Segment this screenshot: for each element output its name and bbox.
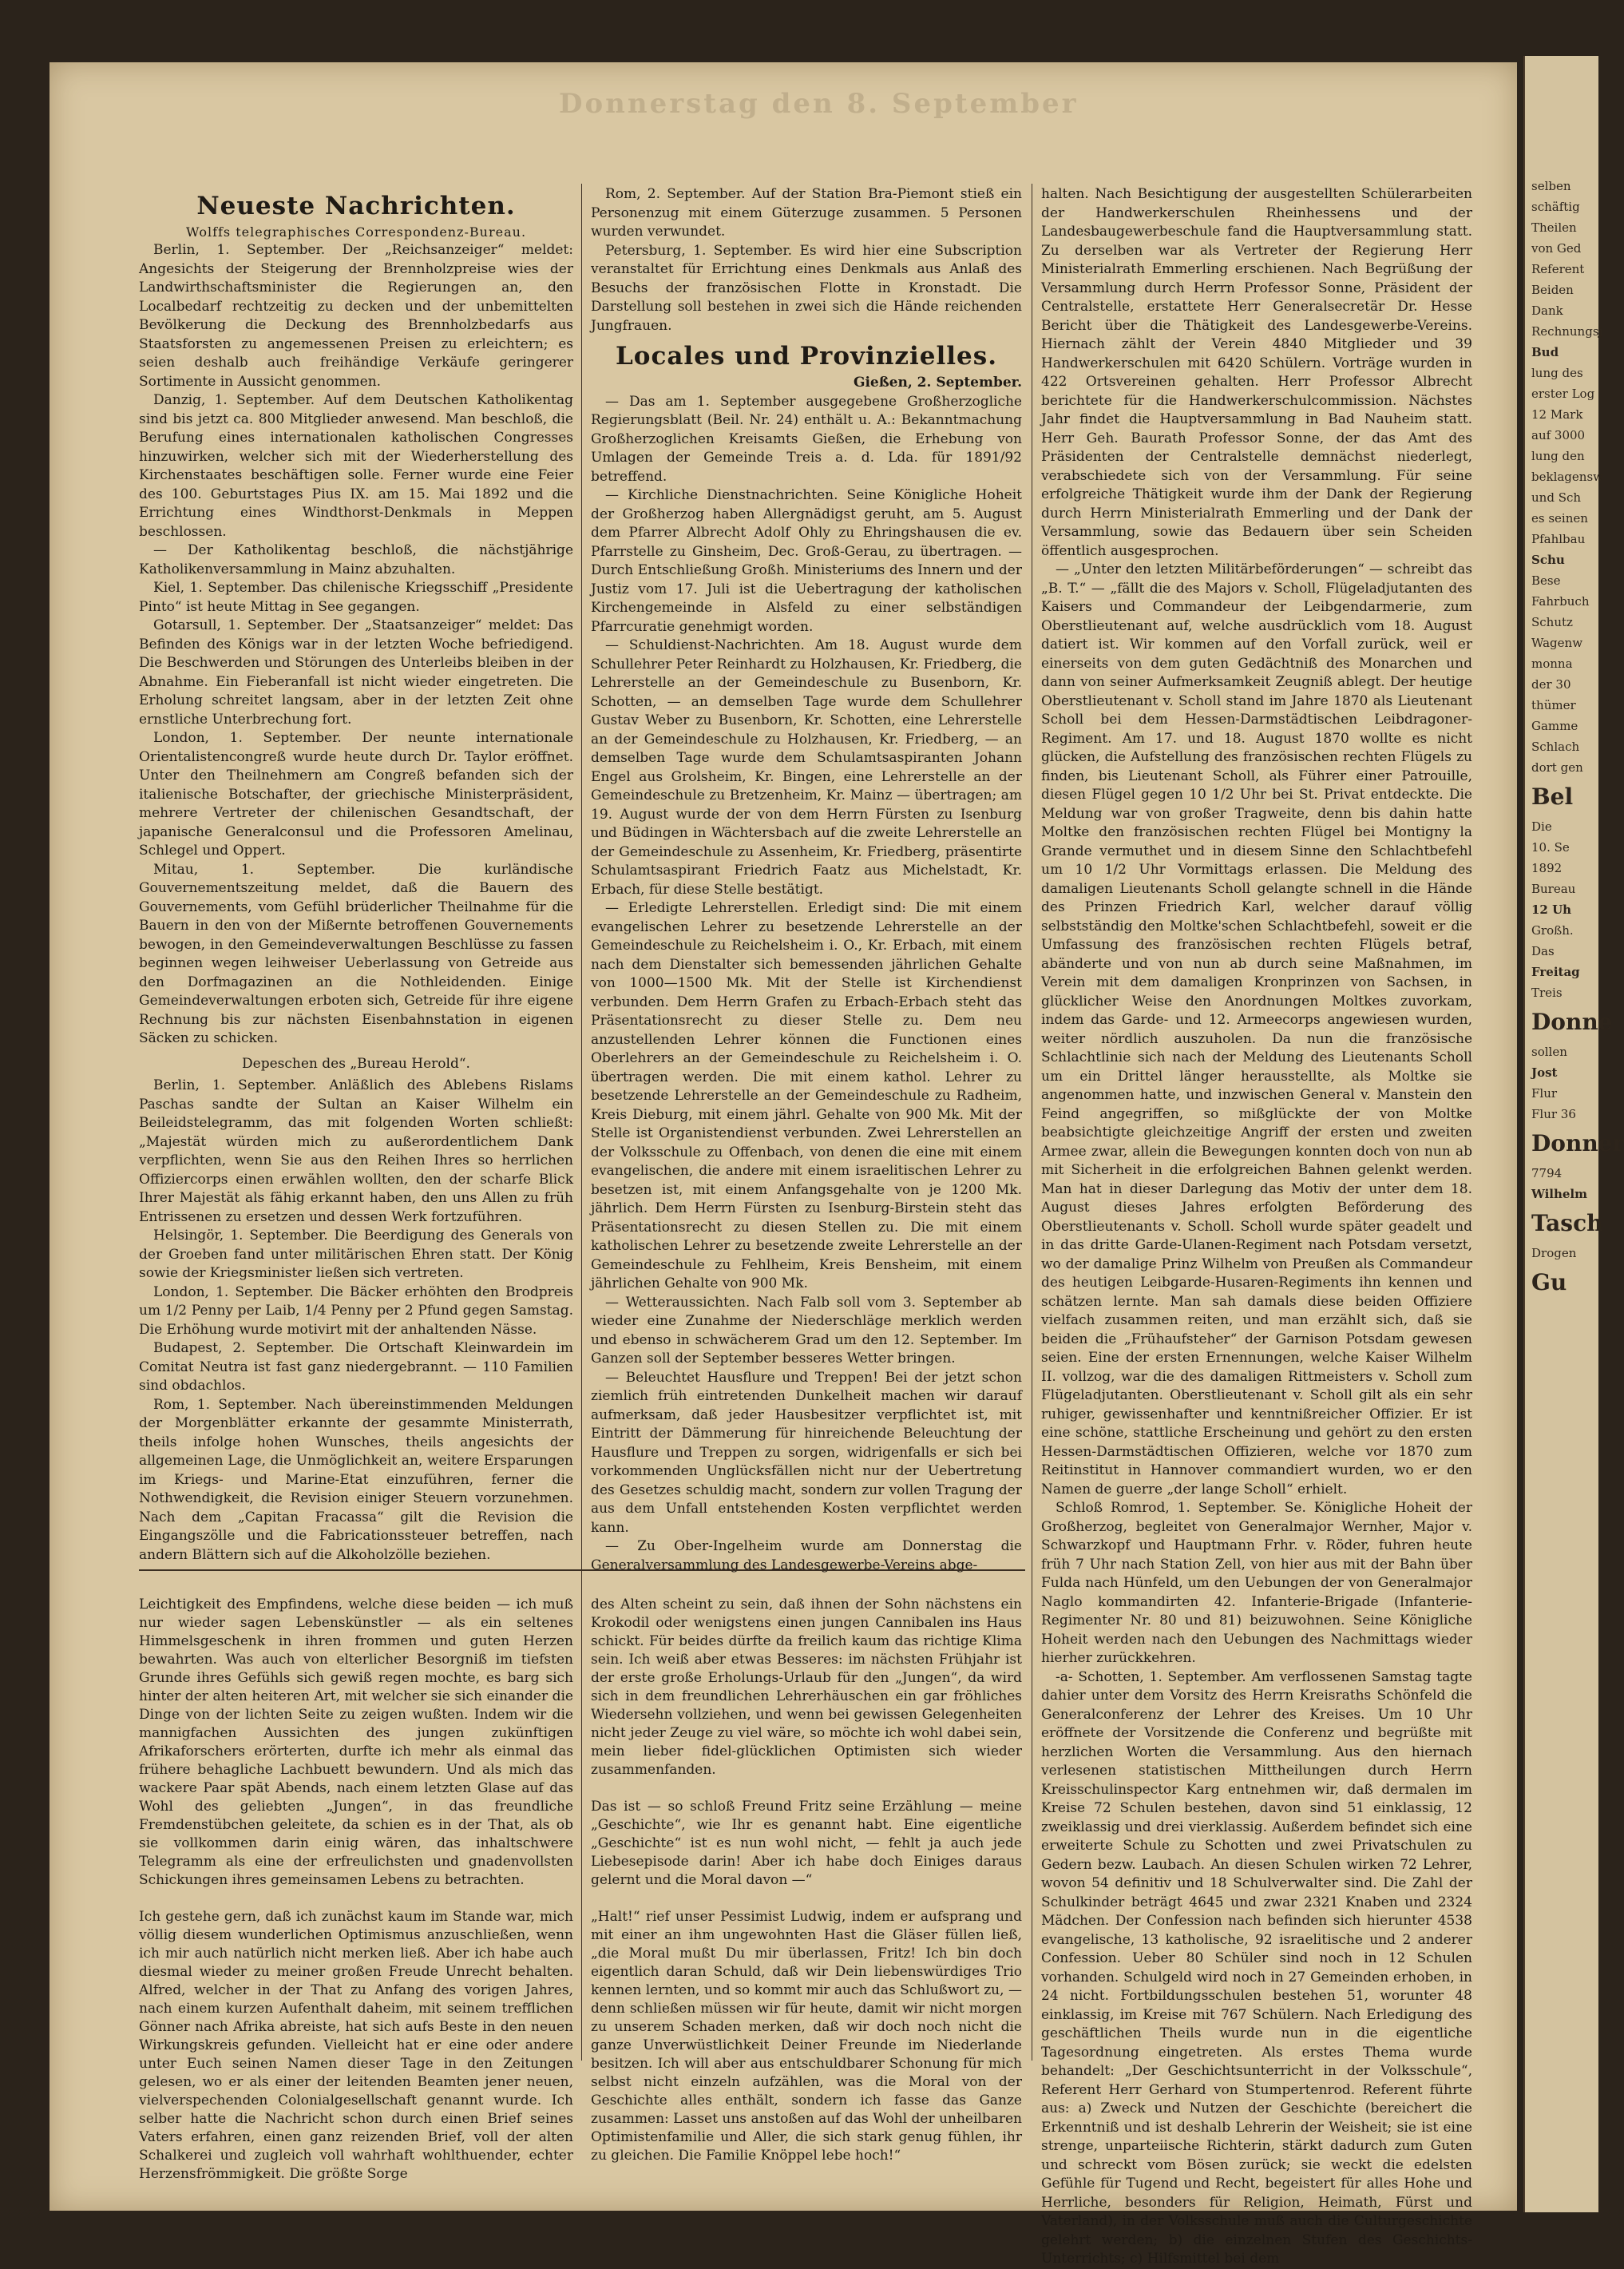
side-fragment: 12 Mark <box>1531 407 1583 422</box>
side-fragment: auf 3000 <box>1531 428 1586 442</box>
side-fragment: lung den <box>1531 449 1585 463</box>
feuilleton-text-2: des Alten scheint zu sein, daß ihnen der Sohn nächstens ein Krokodil oder wenigstens einen jungen Cannibalen ins Haus schickt. Für beides dürfte da freilich kaum das richtige Klima sein. Ich weiß aber etwas Besseres: im nächsten Frühjahr ist der erste große Erholungs-Urlaub für den „Jungen“, da wird sich in dem freundlichen Lehrerhäuschen ein gar fröhliches Wiedersehn vollziehen, und wenn bei gewissen Gelegenheiten nicht jeder Zeuge zu viel wäre, so möchte ich wohl dabei sein, mein lieber fidel-glücklichen Optimisten sich wieder zusammenfanden. Das ist — so schloß Freund Fritz seine Erzählung — meine „Geschichte“, wie Ihr es genannt habt. Eine eigentliche „Geschichte“ ist es nun wohl nicht, — fehlt ja auch jede Liebesepisode darin! Aber ich habe doch Einiges daraus gelernt und die Moral davon —“ „Halt!“ rief unser Pessimist Ludwig, indem er aufsprang und mit einer an ihm ungewohnten Hast die Gläser füllen ließ, „die Moral mußt Du mir überlassen, Fritz! Ich bin doch eigentlich daran Schuld, daß wir Dein liebenswürdiges Trio kennen lernten, und so kommt mir auch das Schlußwort zu, — denn schließen müssen wir für heute, damit wir nicht morgen zu unserem Schaden merken, daß wir doch noch nicht die ganze Unverwüstlichkeit Deiner Freunde im Niederlande besitzen. Ich will aber aus entschuldbarer Schonung für mich selbst nicht einzeln aufzählen, was die Moral von der Geschichte alles enthält, sondern ich fasse das Ganze zusammen: Lasset uns anstoßen auf das Wohl der unheilbaren Optimistenfamilie und Aller, die sich stark genug fühlen, ihr zu gleichen. Die Familie Knöppel lebe hoch!“ <box>591 1597 1022 2164</box>
side-fragment: Dank <box>1531 303 1563 318</box>
side-fragment: Bese <box>1531 573 1561 588</box>
side-fragment: Fahrbuch <box>1531 594 1590 609</box>
side-fragment: Bud <box>1531 345 1559 359</box>
side-fragment: Schutz <box>1531 615 1573 629</box>
news-budapest: Budapest, 2. September. Die Ortschaft Kleinwardein im Comitat Neutra ist fast ganz niedergebrannt. — 110 Familien sind obdachlos. <box>139 1340 573 1394</box>
local-beleuchtung: — Beleuchtet Hausflure und Treppen! Bei der jetzt schon ziemlich früh eintretenden Dunkelheit machen wir darauf aufmerksam, daß jeder Hausbesitzer verpflichtet ist, mit Eintritt der Dämmerung für hinreichende Beleuchtung der Hausflure und Treppen zu sorgen, widrigenfalls er sich bei vorkommenden Unglücksfällen nicht nur der Uebertretung des Gesetzes schuldig macht, sondern zur vollen Tragung der aus dem Unfall entstehenden Kosten verpflichtet werden kann. <box>591 1369 1022 1536</box>
side-fragment: Freitag <box>1531 965 1580 979</box>
side-fragment: Jost <box>1531 1065 1558 1080</box>
side-fragment: Donner <box>1531 1130 1624 1156</box>
local-wetter: — Wetteraussichten. Nach Falb soll vom 3. September ab wieder eine Zunahme der Niederschläge merklich werden und ebenso in schwächerem Grad um den 12. September. Im Ganzen soll der September besseres Wetter bringen. <box>591 1294 1022 1367</box>
side-fragment: dort gen <box>1531 760 1583 775</box>
side-fragment: der 30 <box>1531 677 1571 692</box>
column-1 <box>139 185 573 1563</box>
side-fragment: Die <box>1531 819 1552 834</box>
side-fragment: es seinen <box>1531 511 1588 526</box>
side-fragment: Gu <box>1531 1269 1567 1295</box>
side-fragment: Das <box>1531 944 1555 958</box>
news-berlin-2: Berlin, 1. September. Anläßlich des Ablebens Rislams Paschas sandte der Sultan an Kaiser Wilhelm ein Beileidstelegramm, das mit folgenden Worten schließt: „Majestät würden mich zu außerordentlichem Dank verpflichten, wenn Sie aus den Reihen Ihres so herrlichen Offiziercorps einen erwählen wollten, den der scharfe Blick Ihrer Majestät als fähig erkannt haben, den uns Allen zu früh Entrissenen zu ersetzen und dessen Werk fortzuführen. <box>139 1077 573 1225</box>
show-through-header: Donnerstag den 8. September <box>559 88 1079 120</box>
depeschen-heading: Depeschen des „Bureau Herold“. <box>242 1055 470 1072</box>
heading-locales: Locales und Provinzielles. <box>616 342 997 371</box>
side-fragment: 12 Uh <box>1531 902 1572 917</box>
news-katholikentag: — Der Katholikentag beschloß, die nächstjährige Katholikenversammlung in Mainz abzuhalten. <box>139 542 573 577</box>
news-petersburg: Petersburg, 1. September. Es wird hier eine Subscription veranstaltet für Errichtung eines Denkmals aus Anlaß des Besuchs der französischen Flotte in Kronstadt. Die Darstellung soll bestehen in zwei sich die Hände reichenden Jungfrauen. <box>591 242 1022 334</box>
local-ober-ingelheim: — Zu Ober-Ingelheim wurde am Donnerstag die Generalversammlung des Landesgewerbe-Vereins abge- <box>591 1538 1022 1573</box>
side-fragment: Wilhelm <box>1531 1187 1587 1201</box>
side-fragment: Gamme <box>1531 719 1578 733</box>
side-fragment: beklagensw <box>1531 470 1603 484</box>
news-stuttgart: Gotarsull, 1. September. Der „Staatsanzeiger“ meldet: Das Befinden des Königs war in der letzten Woche befriedigend. Die Beschwerden und Störungen des Unterleibs bleiben in der Abnahme. Ein Fieberanfall ist nicht wieder eingetreten. Die Erholung schreitet langsam, aber in der letzten Zeit ohne ernstliche Unterbrechung fort. <box>139 617 573 728</box>
side-fragment: Rechnungsj <box>1531 324 1603 339</box>
side-fragment: selben <box>1531 179 1571 193</box>
news-london: London, 1. September. Der neunte internationale Orientalistencongreß wurde heute durch Dr. Taylor eröffnet. Unter den Theilnehmern am Congreß befanden sich der italienische Botschafter, der griechische Ministerpräsident, mehrere Vertreter der chilenischen Gesandtschaft, der japanische Generalconsul und die Professoren Amelinau, Schlegel und Oppert. <box>139 730 573 859</box>
side-fragment: Donne <box>1531 1009 1613 1035</box>
feuilleton-separator <box>139 1569 1025 1571</box>
side-fragment: monna <box>1531 657 1573 671</box>
side-fragment: Großh. <box>1531 923 1574 938</box>
side-fragment: Schu <box>1531 553 1565 567</box>
side-fragment: Bureau <box>1531 882 1576 896</box>
local-kirchliche: — Kirchliche Dienstnachrichten. Seine Königliche Hoheit der Großherzog haben Allergnädigst geruht, am 5. August dem Pfarrer Albrecht Adolf Ohly zu Ehringshausen die ev. Pfarrstelle zu Ginsheim, Dec. Groß-Gerau, zu übertragen. — Durch Entschließung Großh. Ministeriums des Innern und der Justiz vom 17. Juli ist die Uebertragung der katholischen Kirchengemeinde in Alsfeld zu einer selbständigen Pfarrcuratie genehmigt worden. <box>591 487 1022 635</box>
local-lehrerstellen: — Erledigte Lehrerstellen. Erledigt sind: Die mit einem evangelischen Lehrer zu besetzende Lehrerstelle an der Gemeindeschule zu Reichelsheim i. O., Kr. Erbach, mit einem nach dem Dienstalter sich bemessenden jährlichen Gehalte von 1000—1500 Mk. Mit der Stelle ist Kirchendienst verbunden. Dem Herrn Grafen zu Erbach-Erbach steht das Präsentationsrecht zu dieser Stelle zu. Dem neu anzustellenden Lehrer können die Functionen eines Oberlehrers an der Gemeindeschule zu Reichelsheim i. O. übertragen werden. Die mit einem kathol. Lehrer zu besetzende Lehrerstelle an der Gemeindeschule zu Radheim, Kreis Dieburg, mit einem jährl. Gehalte von 900 Mk. Mit der Stelle ist Organistendienst verbunden. Zwei Lehrerstellen an der Volksschule zu Offenbach, von denen die eine mit einem evangelischen, die andere mit einem israelitischen Lehrer zu besetzen ist, mit einem Anfangsgehalte von je 1200 Mk. jährlich. Dem Herrn Fürsten zu Isenburg-Birstein steht das Präsentationsrecht zu diesen Stellen zu. Die mit einem katholischen Lehrer zu besetzende zweite Lehrerstelle an der Gemeindeschule zu Fehlheim, Kreis Bensheim, mit einem jährlichen Gehalte von 900 Mk. <box>591 900 1022 1291</box>
side-fragment: lung des <box>1531 366 1583 380</box>
side-fragment: Wagenw <box>1531 636 1583 650</box>
side-fragment: Treis <box>1531 986 1563 1000</box>
side-fragment: Drogen <box>1531 1246 1577 1260</box>
side-fragment: von Ged <box>1531 241 1582 256</box>
news-berlin: Berlin, 1. September. Der „Reichsanzeiger“ meldet: Angesichts der Steigerung der Brennholzpreise wies der Landwirthschaftsminister die Regierungen an, den Localbedarf rechtzeitig zu decken und der unbemittelten Bevölkerung die Deckung des Brennholzbedarfs aus Staatsforsten zu angemessenen Preisen zu erleichtern; es seien deshalb auch freihändige Verkäufe geringerer Sortimente in Aussicht genommen. <box>139 242 573 390</box>
side-fragment: schäftig <box>1531 200 1580 214</box>
side-fragment: Referent <box>1531 262 1585 276</box>
side-fragment: thümer <box>1531 698 1576 712</box>
side-fragment: Flur <box>1531 1086 1558 1101</box>
side-fragment: Bel <box>1531 783 1574 810</box>
news-danzig: Danzig, 1. September. Auf dem Deutschen Katholikentag sind bis jetzt ca. 800 Mitglieder anwesend. Man beschloß, die Berufung eines internationalen katholischen Congresses hinzuwirken, welcher sich mit der Wiederherstellung des Kirchenstaates beschäftigen solle. Ferner wurde eine Feier des 100. Geburtstages Pius IX. am 15. Mai 1892 und die Errichtung eines Windthorst-Denkmals in Meppen beschlossen. <box>139 392 573 540</box>
news-helsingoer: Helsingör, 1. September. Die Beerdigung des Generals von der Groeben fand unter militärischen Ehren statt. Der König sowie der Kriegsminister ließen sich vertreten. <box>139 1228 573 1281</box>
news-rom: Rom, 1. September. Nach übereinstimmenden Meldungen der Morgenblätter erkannte der gesammte Ministerrath, theils infolge hohen Wunsches, theils angesichts der allgemeinen Lage, die Unmöglichkeit an, weitere Ersparungen im Kriegs- und Marine-Etat einzuführen, ferner die Nothwendigkeit, die Revision einiger Steuern vorzunehmen. Nach dem „Capitan Fracassa“ gilt die Revision die Eingangszölle und die Fabricationssteuer betreffen, nach andern Blättern sich auf die Alkoholzölle beziehen. <box>139 1396 573 1563</box>
side-fragment: Flur 36 <box>1531 1107 1576 1121</box>
col3-militaer: — „Unter den letzten Militärbeförderungen“ — schreibt das „B. T.“ — „fällt die des Majors v. Scholl, Flügeladjutanten des Kaisers und Commandeur der Leibgendarmerie, zum Oberstlieutenant auf, welche ausdrücklich vom 18. August datiert ist. Wir kommen auf den Vorfall zurück, weil er einerseits von dem guten Gedächtniß des Monarchen und dann von seiner Aufmerksamkeit Zeugniß ablegt. Der heutige Oberstlieutenant v. Scholl stand im Jahre 1870 als Lieutenant Scholl bei dem Hessen-Darmstädtischen Leibdragoner-Regiment. Am 17. und 18. August 1870 wollte es nicht glücken, die Aufstellung des französischen rechten Flügels zu finden, bis Lieutenant Scholl, als Führer einer Patrouille, diesen Flügel gegen 10 1/2 Uhr bei St. Privat entdeckte. Die Meldung war von großer Tragweite, denn bis dahin hatte Moltke den französischen rechten Flügel bei Montigny la Grande vermuthet und in diesem Sinne den Schlachtbefehl um 10 1/2 Uhr Vormittags erlassen. Die Meldung des damaligen Lieutenants Scholl gelangte schnell in die Hände des Prinzen Friedrich Karl, welcher darauf völlig selbstständig den Moltke'schen Schlachtbefehl, soweit er die Umfassung des französischen rechten Flügels betraf, abänderte und von nun ab durch seine Maßnahmen, im Verein mit dem damaligen Kronprinzen von Sachsen, in glücklicher Weise den Anordnungen Moltkes zuvorkam, indem das Garde- und 12. Armeecorps angewiesen wurden, weiter nördlich auszuholen. Da nun die französische Schlachtlinie sich nach der Meldung des Lieutenants Scholl um ein Drittel länger herausstellte, als Moltke sie angenommen hatte, und inzwischen General v. Manstein den Feind angegriffen, so mißglückte der von Moltke beabsichtigte gleichzeitige Angriff der ersten und zweiten Armee zwar, allein die Bewegungen konnten doch von nun ab mit Sicherheit in die erfolgreichen Bahnen gelenkt werden. Man hat in dieser Darlegung das Motiv der unter dem 18. August dieses Jahres erfolgten Beförderung des Oberstlieutenants v. Scholl. Scholl wurde später geadelt und in das dritte Garde-Ulanen-Regiment nach Potsdam versetzt, wo der damalige Prinz Wilhelm von Preußen als Commandeur des heutigen Leibgarde-Husaren-Regiments ihn kennen und schätzen lernte. Man sah damals diese beiden Offiziere vielfach zusammen reiten, und man erzählt sich, daß sie beiden die „Frühaufsteher“ der Garnison Potsdam gewesen seien. Eine der ersten Ernennungen, welche Kaiser Wilhelm II. vollzog, war die des damaligen Rittmeisters v. Scholl zum Flügeladjutanten. Oberstlieutenant v. Scholl gilt als ein sehr ruhiger, gewissenhafter und kenntnißreicher Offizier. Er ist eine schöne, stattliche Erscheinung und gehört zu den ersten Hessen-Darmstädtischen Offizieren, welche vor 1870 zum Reitinstitut in Hannover commandiert wurden, wo er den Namen de guerre „der lange Scholl“ erhielt. <box>1041 561 1472 1497</box>
side-fragment: Pfahlbau <box>1531 532 1586 546</box>
feuilleton-text-1: Leichtigkeit des Empfindens, welche diese beiden — ich muß nur wieder sagen Lebenskünstler — als ein seltenes Himmelsgeschenk in ihren frommen und guten Herzen bewahrten. Was auch von elterlicher Besorgniß im tiefsten Grunde ihres Gefühls sich gewiß regen mochte, es barg sich hinter der alten heiteren Art, mit welcher sie sich einander die Dinge von der lichten Seite zu zeigen wußten. Indem wir die mannigfachen Aussichten des jungen zukünftigen Afrikaforschers erörterten, durfte ich mehr als einmal das frühere behagliche Lachbuett bewundern. Und als mich das wackere Paar spät Abends, nach einem letzten Glase auf das Wohl des geliebten „Jungen“, in das freundliche Fremdenstübchen geleitete, da schien es in der That, als ob sie vollkommen darin einig wären, das inhaltschwere Telegramm als eine der erfreulichsten und gnadenvollsten Schickungen ihres gemeinsamen Lebens zu betrachten. Ich gestehe gern, daß ich zunächst kaum im Stande war, mich völlig diesem wunderlichen Optimismus anzuschließen, wenn ich mir auch natürlich nicht merken ließ. Aber ich habe auch diesmal wieder zu meiner großen Freude Unrecht behalten. Alfred, welcher in der That zu Anfang des vorigen Jahres, nach einem kurzen Aufenthalt daheim, mit seinem trefflichen Gönner nach Afrika abreiste, hat sich aufs Beste in den neuen Wirkungskreis gefunden. Vielleicht hat er eine oder andere unter Euch seinen Namen dieser Tage in den Zeitungen gelesen, wo er als einer der leitenden Beamten jener neuen, vielverspechenden Colonialgesellschaft genannt wurde. Ich selber hatte die Nachricht schon durch einen Brief seines Vaters erfahren, einen ganz reizenden Brief, voll der alten Schalkerei und zugleich voll wahrhaft wohlthuender, echter Herzensfrömmigkeit. Die größte Sorge <box>139 1597 573 2182</box>
news-rom-2: Rom, 2. September. Auf der Station Bra-Piemont stieß ein Personenzug mit einem Güterzuge zusammen. 5 Personen wurden verwundet. <box>591 186 1022 240</box>
col3-schotten: -a- Schotten, 1. September. Am verflossenen Samstag tagte dahier unter dem Vorsitz des Herrn Kreisraths Schönfeld die Generalconferenz der Lehrer des Kreises. Um 10 Uhr eröffnete der Vorsitzende die Conferenz und begrüßte mit herzlichen Worten die Versammlung. Aus den hiernach verlesenen statistischen Mittheilungen durch Herrn Kreisschulinspector Karg entnehmen wir, daß dermalen im Kreise 72 Schulen bestehen, davon sind 51 einklassig, 12 zweiklassig und drei vierklassig. Außerdem befindet sich eine erweiterte Schule zu Schotten und zwei Privatschulen zu Gedern bezw. Laubach. An diesen Schulen wirken 72 Lehrer, wovon 54 definitiv und 18 Schulverwalter sind. Die Zahl der Schulkinder beträgt 4645 und zwar 2321 Knaben und 2324 Mädchen. Der Confession nach befinden sich hierunter 4538 evangelische, 13 katholische, 92 israelitische und 2 anderer Confession. Ueber 80 Schüler sind noch in 12 Schulen vorhanden. Schulgeld wird noch in 27 Gemeinden erhoben, in 24 nicht. Fortbildungsschulen bestehen 51, worunter 48 einklassig, im Kreise mit 767 Schülern. Nach Erledigung des geschäftlichen Theils wurde nun in die eigentliche Tagesordnung eingetreten. Als erstes Thema wurde behandelt: „Der Geschichtsunterricht in der Volksschule“, Referent Herr Gerhard von Stumpertenrod. Referent führte aus: a) Zweck und Nutzen der Geschichte (bereichert die Erkenntniß und ist deshalb Lehrerin der Weisheit; sie ist eine strenge, unparteiische Richterin, stärkt dadurch zum Guten und schreckt vom Bösen zurück; sie weckt die edelsten Gefühle für Tugend und Recht, begeistert für alles Hohe und Herrliche, besonders für Religion, Heimath, Fürst und Vaterland), in der Volksschule muß auch die Culturgeschichte gelehrt werden; b) die einzelnen Stufen des Geschichts-Unterrichts; c) Hilfsmittel bei dem <box>1041 1668 1472 2267</box>
dateline-giessen: Gießen, 2. September. <box>853 375 1022 391</box>
side-fragment: 1892 <box>1531 861 1563 875</box>
side-fragment: sollen <box>1531 1045 1567 1059</box>
local-regierungsblatt: — Das am 1. September ausgegebene Großherzogliche Regierungsblatt (Beil. Nr. 24) enthält u. A.: Bekanntmachung Großherzoglichen Kreisamts Gießen, die Erhebung von Umlagen der Gemeinde Treis a. d. Lda. für 1891/92 betreffend. <box>591 393 1022 485</box>
col3-landesgewerbe: halten. Nach Besichtigung der ausgestellten Schülerarbeiten der Handwerkerschulen Rheinhessens und der Landesbaugewerbeschule fand die Hauptversammlung statt. Zu derselben war als Vertreter der Regierung Herr Ministerialrath Emmerling erschienen. Nach Begrüßung der Versammlung durch Herrn Professor Sonne, Präsident der Centralstelle, erstattete Herr Generalsecretär Dr. Hesse Bericht über die Thätigkeit des Landesgewerbe-Vereins. Hiernach zählt der Verein 4840 Mitglieder und 39 Handwerkerschulen mit 6420 Schülern. Vorträge wurden in 422 Ortsvereinen gehalten. Herr Professor Albrecht berichtete für die Handwerkerschulcommission. Nächstes Jahr findet die Hauptversammlung in Bad Nauheim statt. Herr Geh. Baurath Professor Sonne, der das Amt des Präsidenten der Centralstelle demnächst niederlegt, verabschiedete sich von der Versammlung. Für seine erfolgreiche Thätigkeit wurde ihm der Dank der Regierung durch Herrn Ministerialrath Emmerling und der Dank der Versammlung, sowie das Bedauern über sein Scheiden öffentlich ausgesprochen. <box>1041 186 1472 559</box>
column-2 <box>591 185 1022 1573</box>
side-fragment: 10. Se <box>1531 840 1570 855</box>
adjacent-page-strip <box>1523 56 1624 2212</box>
news-kiel: Kiel, 1. September. Das chilenische Kriegsschiff „Presidente Pinto“ ist heute Mittag in See gegangen. <box>139 580 573 615</box>
feuilleton-column-2 <box>591 1577 1022 2164</box>
column-rule-1 <box>581 184 582 2061</box>
side-fragment: Tasch <box>1531 1210 1603 1236</box>
side-fragment: Schlach <box>1531 740 1580 754</box>
side-fragment: Theilen <box>1531 220 1577 235</box>
subheading-wolff: Wolffs telegraphisches Correspondenz-Bureau. <box>185 224 527 240</box>
col3-romrod: Schloß Romrod, 1. September. Se. Königliche Hoheit der Großherzog, begleitet von Generalmajor Wernher, Major v. Schwarzkopf und Hauptmann Frhr. v. Röder, fuhren heute früh 7 Uhr nach Station Zell, von hier aus mit der Bahn über Fulda nach Hünfeld, um den Uebungen der von Generalmajor Naglo kommandirten 42. Infanterie-Brigade (Infanterie-Regimenter Nr. 80 und 81) beizuwohnen. Seine Königliche Hoheit werden nach den Uebungen des Nachmittags wieder hierher zurückkehren. <box>1041 1500 1472 1666</box>
side-fragment: und Sch <box>1531 490 1582 505</box>
news-mitau: Mitau, 1. September. Die kurländische Gouvernementszeitung meldet, daß die Bauern des Gouvernements, vom Gefühl brüderlicher Theilnahme für die Bauern in den von der Mißernte betroffenen Gouvernements bewogen, in den Gemeindeverwaltungen Beschlüsse zu fassen beginnen wegen leihweiser Ueberlassung von Getreide aus den Dorfmagazinen an die Nothleidenden. Einige Gemeindeverwaltungen erboten sich, Getreide für ihre eigene Rechnung bis zur nächsten Eisenbahnstation in eigenen Säcken zu schicken. <box>139 861 573 1046</box>
side-fragment: 7794 <box>1531 1166 1563 1180</box>
heading-neueste-nachrichten: Neueste Nachrichten. <box>196 192 516 220</box>
news-london-2: London, 1. September. Die Bäcker erhöhten den Brodpreis um 1/2 Penny per Laib, 1/4 Penny per 2 Pfund gegen Samstag. Die Erhöhung wurde motivirt mit der anhaltenden Nässe. <box>139 1283 573 1338</box>
side-fragment: Beiden <box>1531 283 1574 297</box>
local-schuldienst: — Schuldienst-Nachrichten. Am 18. August wurde dem Schullehrer Peter Reinhardt zu Holzhausen, Kr. Friedberg, die Lehrerstelle an der Gemeindeschule zu Busenborn, Kr. Schotten, — an demselben Tage wurde dem Schullehrer Gustav Weber zu Busenborn, Kr. Schotten, eine Lehrerstelle an der Gemeindeschule zu Holzhausen, Kr. Friedberg, — an demselben Tage wurde dem Schulamtsaspiranten Johann Engel aus Grolsheim, Kr. Bingen, eine Lehrerstelle an der Gemeindeschule zu Bretzenheim, Kr. Mainz — übertragen; am 19. August wurde der von dem Herrn Fürsten zu Isenburg und Büdingen in Wächtersbach auf die zweite Lehrerstelle an der Gemeindeschule zu Assenheim, Kr. Friedberg, präsentirte Schulamtsaspirant Friedrich Faatz aus Michelstadt, Kr. Erbach, für diese Stelle bestätigt. <box>591 637 1022 898</box>
side-fragment: erster Log <box>1531 387 1595 401</box>
column-3 <box>1041 185 1472 2267</box>
feuilleton-column-1 <box>139 1577 573 2182</box>
